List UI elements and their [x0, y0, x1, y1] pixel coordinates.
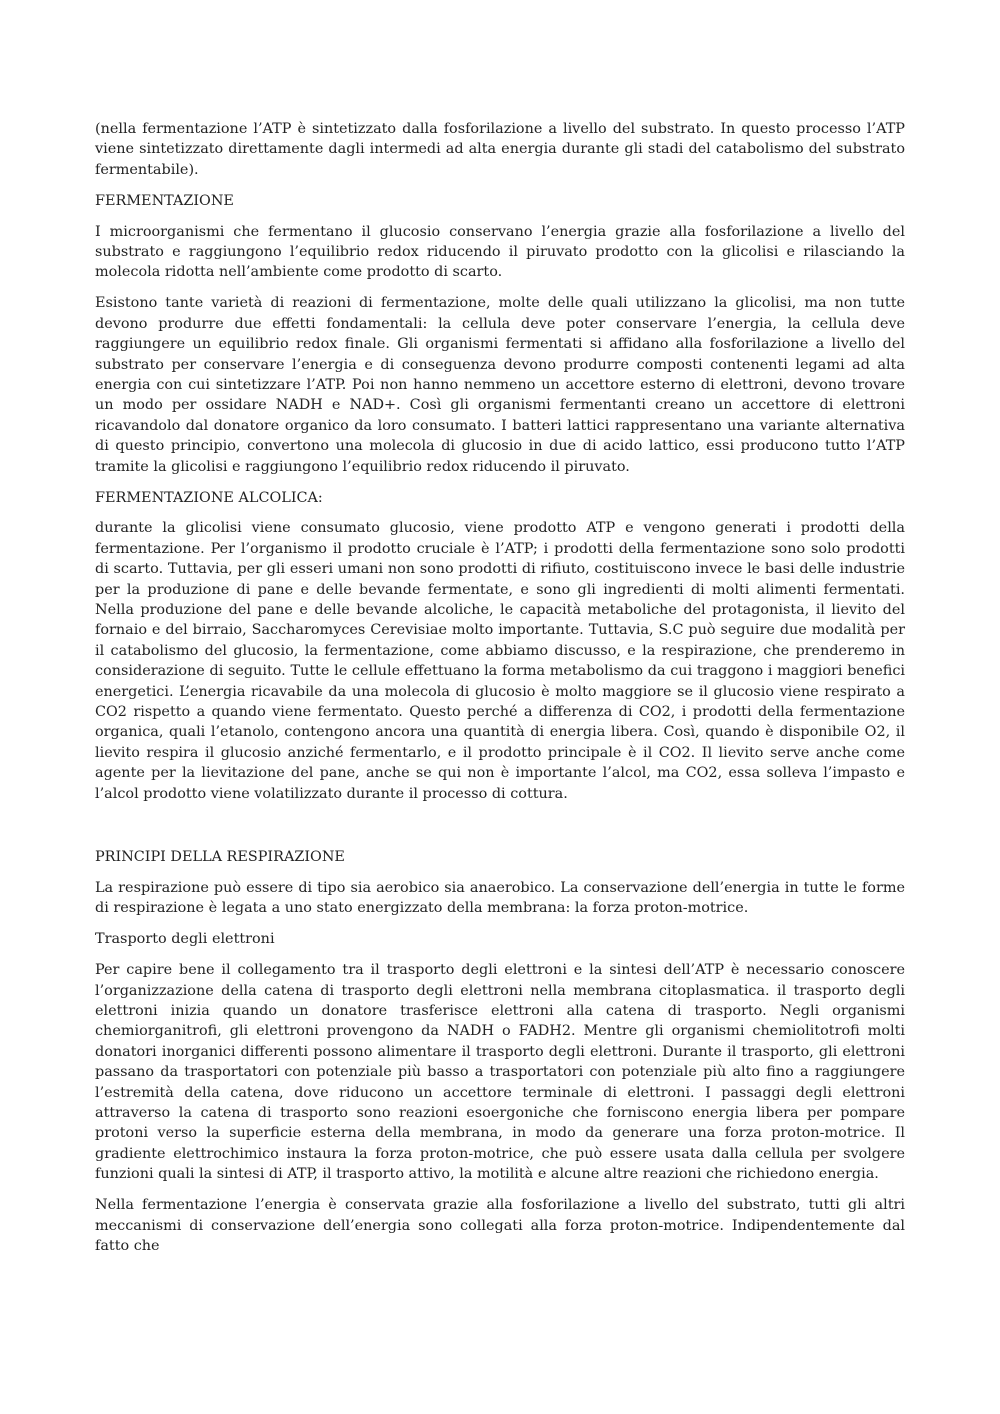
document-page	[95, 119, 905, 1267]
fermentazione-alcolica-paragraph: durante la glicolisi viene consumato glucosio, viene prodotto ATP e vengono generati i prodotti della fermentazione. Per l’organismo il prodotto cruciale è l’ATP; i prodotti della fermentazione sono solo prodotti di scarto. Tuttavia, per gli esseri umani non sono prodotti di rifiuto, costituiscono invece le basi delle industrie per la produzione di pane e delle bevande fermentate, e sono gli ingredienti di molti alimenti fermentati. Nella produzione del pane e delle bevande alcoliche, le capacità metaboliche del protagonista, il lievito del fornaio e del birraio, Saccharomyces Cerevisiae molto importante. Tuttavia, S.C può seguire due modalità per il catabolismo del glucosio, la fermentazione, come abbiamo discusso, e la respirazione, che prenderemo in considerazione di seguito. Tutte le cellule effettuano la forma metabolismo da cui traggono i maggiori benefici energetici. L’energia ricavabile da una molecola di glucosio è molto maggiore se il glucosio viene respirato a CO2 rispetto a quando viene fermentato. Questo perché a differenza di CO2, i prodotti della fermentazione organica, quali l’etanolo, contengono ancora una quantità di energia libera. Così, quando è disponibile O2, il lievito respira il glucosio anziché fermentarlo, e il prodotto principale è il CO2. Il lievito serve anche come agente per la lievitazione del pane, anche se qui non è importante l’alcol, ma CO2, essa solleva l’impasto e l’alcol prodotto viene volatilizzato durante il processo di cottura.	[95, 520, 905, 802]
fermentazione-paragraph-2: Esistono tante varietà di reazioni di fermentazione, molte delle quali utilizzano la glicolisi, ma non tutte devono produrre due effetti fondamentali: la cellula deve poter conservare l’energia, la cellula deve raggiungere un equilibrio redox finale. Gli organismi fermentati si affidano alla fosforilazione a livello del substrato per conservare l’energia e di conseguenza devono produrre composti contenenti legami ad alta energia con cui sintetizzare l’ATP. Poi non hanno nemmeno un accettore esterno di elettroni, devono trovare un modo per ossidare NADH e NAD+. Così gli organismi fermentanti creano un accettore di elettroni ricavandolo dal donatore organico da loro consumato. I batteri lattici rappresentano una variante alternativa di questo principio, convertono una molecola di glucosio in due di acido lattico, essi producono tutto l’ATP tramite la glicolisi e raggiungono l’equilibrio redox riducendo il piruvato.	[95, 295, 905, 475]
heading-fermentazione: FERMENTAZIONE	[95, 192, 234, 209]
heading-fermentazione-alcolica: FERMENTAZIONE ALCOLICA:	[95, 489, 323, 506]
intro-paragraph: (nella fermentazione l’ATP è sintetizzato dalla fosforilazione a livello del substrato. In questo processo l’ATP viene sintetizzato direttamente dagli intermedi ad alta energia durante gli stadi del catabolismo del substrato fermentabile).	[95, 121, 905, 178]
fermentazione-paragraph-1: I microorganismi che fermentano il glucosio conservano l’energia grazie alla fosforilazione a livello del substrato e raggiungono l’equilibrio redox riducendo il piruvato prodotto con la glicolisi e rilasciando la molecola ridotta nell’ambiente come prodotto di scarto.	[95, 223, 905, 281]
final-paragraph: Nella fermentazione l’energia è conservata grazie alla fosforilazione a livello del substrato, tutti gli altri meccanismi di conservazione dell’energia sono collegati alla forza proton-motrice. Indipendentemente dal fatto che	[95, 1197, 905, 1254]
respirazione-paragraph: La respirazione può essere di tipo sia aerobico sia anaerobico. La conservazione dell’energia in tutte le forme di respirazione è legata a uno stato energizzato della membrana: la forza proton-motrice.	[95, 880, 905, 917]
trasporto-elettroni-paragraph: Per capire bene il collegamento tra il trasporto degli elettroni e la sintesi dell’ATP è necessario conoscere l’organizzazione della catena di trasporto degli elettroni nella membrana citoplasmatica. il trasporto degli elettroni inizia quando un donatore trasferisce elettroni alla catena di trasporto. Negli organismi chemiorganitrofi, gli elettroni provengono da NADH o FADH2. Mentre gli organismi chemiolitotrofi molti donatori inorganici differenti possono alimentare il trasporto degli elettroni. Durante il trasporto, gli elettroni passano da trasportatori con potenziale più basso a trasportatori con potenziale più alto fino a raggiungere l’estremità della catena, dove riducono un accettore terminale di elettroni. I passaggi degli elettroni attraverso la catena di trasporto sono reazioni esoergoniche che forniscono energia libera per pompare protoni verso la superficie esterna della membrana, in modo da generare una forza proton-motrice. Il gradiente elettrochimico instaura la forza proton-motrice, che può essere usata dalla cellula per svolgere funzioni quali la sintesi di ATP, il trasporto attivo, la motilità e alcune altre reazioni che richiedono energia.	[95, 962, 905, 1183]
heading-principi-respirazione: PRINCIPI DELLA RESPIRAZIONE	[95, 849, 345, 866]
heading-trasporto-elettroni: Trasporto degli elettroni	[95, 931, 275, 948]
